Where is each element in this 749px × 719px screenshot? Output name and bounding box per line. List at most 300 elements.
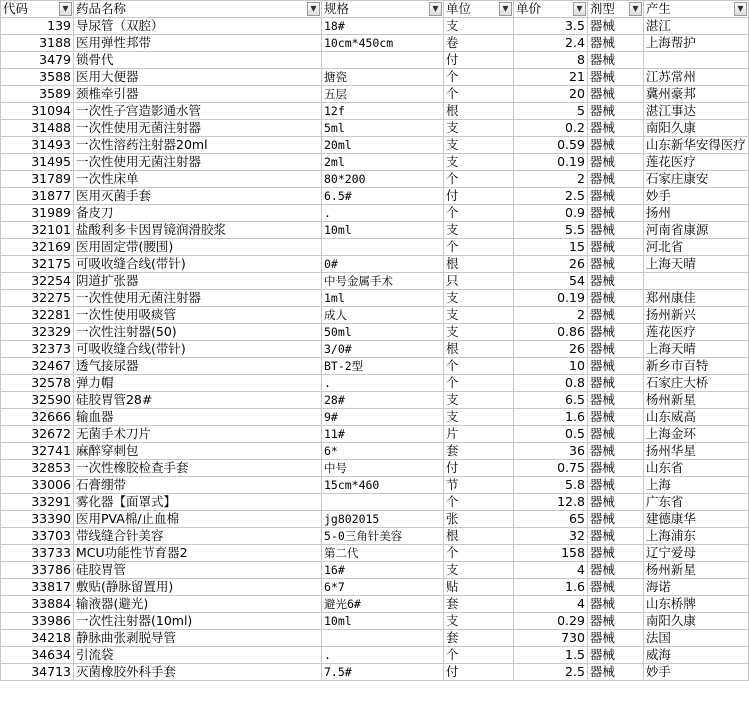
cell-producer[interactable]: 辽宁爱母	[643, 545, 748, 562]
cell-dosage-form[interactable]: 器械	[587, 35, 643, 52]
cell-dosage-form[interactable]: 器械	[587, 477, 643, 494]
cell-unit[interactable]: 根	[443, 528, 513, 545]
cell-code[interactable]: 32853	[1, 460, 74, 477]
cell-dosage-form[interactable]: 器械	[587, 409, 643, 426]
cell-dosage-form[interactable]: 器械	[587, 205, 643, 222]
cell-unit[interactable]: 支	[443, 222, 513, 239]
cell-dosage-form[interactable]: 器械	[587, 647, 643, 664]
cell-producer[interactable]: 湛江	[643, 18, 748, 35]
header-price[interactable]	[513, 1, 587, 18]
cell-unit[interactable]: 支	[443, 120, 513, 137]
cell-unit[interactable]: 个	[443, 375, 513, 392]
cell-drug-name[interactable]: 可吸收缝合线(带针)	[73, 256, 321, 273]
cell-producer[interactable]: 妙手	[643, 188, 748, 205]
cell-drug-name[interactable]: 无菌手术刀片	[73, 426, 321, 443]
cell-spec[interactable]: 5ml	[321, 120, 443, 137]
cell-price[interactable]: 15	[513, 239, 587, 256]
cell-drug-name[interactable]: 一次性注射器(50)	[73, 324, 321, 341]
cell-drug-name[interactable]: 输液器(避光)	[73, 596, 321, 613]
header-code[interactable]	[1, 1, 74, 18]
cell-spec[interactable]: 50ml	[321, 324, 443, 341]
cell-producer[interactable]: 湛江事达	[643, 103, 748, 120]
cell-unit[interactable]: 个	[443, 358, 513, 375]
cell-producer[interactable]	[643, 52, 748, 69]
cell-drug-name[interactable]: 一次性使用无菌注射器	[73, 120, 321, 137]
cell-price[interactable]: 158	[513, 545, 587, 562]
cell-spec[interactable]: 10ml	[321, 613, 443, 630]
cell-drug-name[interactable]: 一次性注射器(10ml)	[73, 613, 321, 630]
cell-drug-name[interactable]: 锁骨代	[73, 52, 321, 69]
table-row	[1, 460, 749, 477]
cell-spec[interactable]: .	[321, 375, 443, 392]
cell-unit[interactable]: 卷	[443, 35, 513, 52]
cell-dosage-form[interactable]: 器械	[587, 494, 643, 511]
cell-price[interactable]: 3.5	[513, 18, 587, 35]
header-producer[interactable]	[643, 1, 748, 18]
cell-spec[interactable]	[321, 239, 443, 256]
cell-code[interactable]: 32666	[1, 409, 74, 426]
cell-price[interactable]: 0.75	[513, 460, 587, 477]
cell-dosage-form[interactable]: 器械	[587, 630, 643, 647]
cell-dosage-form[interactable]: 器械	[587, 86, 643, 103]
cell-dosage-form[interactable]: 器械	[587, 239, 643, 256]
cell-dosage-form[interactable]: 器械	[587, 69, 643, 86]
cell-drug-name[interactable]: 引流袋	[73, 647, 321, 664]
cell-price[interactable]: 0.9	[513, 205, 587, 222]
header-dosage-form[interactable]	[587, 1, 643, 18]
cell-spec[interactable]: 10cm*450cm	[321, 35, 443, 52]
cell-spec[interactable]: 16#	[321, 562, 443, 579]
cell-producer[interactable]: 扬州新兴	[643, 307, 748, 324]
cell-dosage-form[interactable]: 器械	[587, 273, 643, 290]
cell-dosage-form[interactable]: 器械	[587, 188, 643, 205]
cell-price[interactable]: 26	[513, 341, 587, 358]
cell-unit[interactable]: 根	[443, 256, 513, 273]
cell-dosage-form[interactable]: 器械	[587, 392, 643, 409]
cell-unit[interactable]: 付	[443, 188, 513, 205]
cell-unit[interactable]: 支	[443, 392, 513, 409]
cell-producer[interactable]: 上海帮护	[643, 35, 748, 52]
cell-price[interactable]: 1.5	[513, 647, 587, 664]
cell-dosage-form[interactable]: 器械	[587, 103, 643, 120]
cell-price[interactable]: 12.8	[513, 494, 587, 511]
cell-spec[interactable]: .	[321, 205, 443, 222]
cell-spec[interactable]: 20ml	[321, 137, 443, 154]
cell-dosage-form[interactable]: 器械	[587, 460, 643, 477]
cell-dosage-form[interactable]: 器械	[587, 664, 643, 681]
cell-spec[interactable]: 0#	[321, 256, 443, 273]
cell-code[interactable]: 33291	[1, 494, 74, 511]
cell-producer[interactable]: 扬州华星	[643, 443, 748, 460]
cell-producer[interactable]: 石家庄大桥	[643, 375, 748, 392]
cell-spec[interactable]: 中号	[321, 460, 443, 477]
table-row	[1, 35, 749, 52]
cell-dosage-form[interactable]: 器械	[587, 358, 643, 375]
cell-code[interactable]: 34634	[1, 647, 74, 664]
cell-spec[interactable]: 第二代	[321, 545, 443, 562]
cell-producer[interactable]: 上海天晴	[643, 341, 748, 358]
cell-unit[interactable]: 根	[443, 341, 513, 358]
cell-unit[interactable]: 个	[443, 86, 513, 103]
filter-dropdown-icon[interactable]: ▼	[307, 2, 320, 16]
cell-spec[interactable]	[321, 630, 443, 647]
cell-code[interactable]: 32373	[1, 341, 74, 358]
cell-producer[interactable]: 山东新华安得医疗	[643, 137, 748, 154]
cell-dosage-form[interactable]: 器械	[587, 511, 643, 528]
cell-producer[interactable]: 江苏常州	[643, 69, 748, 86]
filter-dropdown-icon[interactable]: ▼	[629, 2, 642, 16]
cell-code[interactable]: 33817	[1, 579, 74, 596]
cell-dosage-form[interactable]: 器械	[587, 171, 643, 188]
cell-code[interactable]: 33390	[1, 511, 74, 528]
cell-price[interactable]: 4	[513, 596, 587, 613]
cell-producer[interactable]: 河北省	[643, 239, 748, 256]
table-row	[1, 18, 749, 35]
cell-price[interactable]: 21	[513, 69, 587, 86]
cell-dosage-form[interactable]: 器械	[587, 443, 643, 460]
cell-producer[interactable]: 扬州	[643, 205, 748, 222]
cell-code[interactable]: 32741	[1, 443, 74, 460]
cell-dosage-form[interactable]: 器械	[587, 18, 643, 35]
cell-spec[interactable]: 7.5#	[321, 664, 443, 681]
cell-code[interactable]: 3589	[1, 86, 74, 103]
table-row	[1, 290, 749, 307]
header-drug-name[interactable]	[73, 1, 321, 18]
cell-code[interactable]: 32467	[1, 358, 74, 375]
cell-spec[interactable]: 28#	[321, 392, 443, 409]
cell-drug-name[interactable]: 硅胶胃管28#	[73, 392, 321, 409]
cell-spec[interactable]: 80*200	[321, 171, 443, 188]
cell-spec[interactable]: 10ml	[321, 222, 443, 239]
cell-code[interactable]: 32275	[1, 290, 74, 307]
filter-dropdown-icon[interactable]: ▼	[573, 2, 586, 16]
cell-price[interactable]: 5.5	[513, 222, 587, 239]
cell-spec[interactable]: 2ml	[321, 154, 443, 171]
cell-unit[interactable]: 支	[443, 137, 513, 154]
cell-drug-name[interactable]: 盐酸利多卡因胃镜润滑胶浆	[73, 222, 321, 239]
cell-spec[interactable]: 6*7	[321, 579, 443, 596]
cell-unit[interactable]: 张	[443, 511, 513, 528]
cell-dosage-form[interactable]: 器械	[587, 562, 643, 579]
cell-unit[interactable]: 套	[443, 596, 513, 613]
cell-dosage-form[interactable]: 器械	[587, 579, 643, 596]
cell-price[interactable]: 10	[513, 358, 587, 375]
cell-spec[interactable]: 中号金属手术	[321, 273, 443, 290]
cell-code[interactable]: 31877	[1, 188, 74, 205]
cell-price[interactable]: 0.59	[513, 137, 587, 154]
cell-drug-name[interactable]: 颈椎牵引器	[73, 86, 321, 103]
cell-producer[interactable]: 杨州新星	[643, 392, 748, 409]
cell-drug-name[interactable]: 导尿管（双腔）	[73, 18, 321, 35]
cell-dosage-form[interactable]: 器械	[587, 341, 643, 358]
cell-price[interactable]: 65	[513, 511, 587, 528]
cell-price[interactable]: 6.5	[513, 392, 587, 409]
cell-dosage-form[interactable]: 器械	[587, 137, 643, 154]
cell-producer[interactable]: 郑州康佳	[643, 290, 748, 307]
cell-producer[interactable]: 莲花医疗	[643, 154, 748, 171]
cell-code[interactable]: 33006	[1, 477, 74, 494]
cell-code[interactable]: 32281	[1, 307, 74, 324]
cell-drug-name[interactable]: 雾化器【面罩式】	[73, 494, 321, 511]
table-row	[1, 426, 749, 443]
cell-price[interactable]: 2.5	[513, 664, 587, 681]
cell-code[interactable]: 31488	[1, 120, 74, 137]
cell-dosage-form[interactable]: 器械	[587, 613, 643, 630]
cell-drug-name[interactable]: 一次性溶药注射器20ml	[73, 137, 321, 154]
cell-code[interactable]: 31493	[1, 137, 74, 154]
cell-drug-name[interactable]: 医用PVA棉/止血棉	[73, 511, 321, 528]
table-row	[1, 205, 749, 222]
cell-price[interactable]: 20	[513, 86, 587, 103]
table-row	[1, 120, 749, 137]
cell-drug-name[interactable]: 弹力帽	[73, 375, 321, 392]
cell-spec[interactable]: .	[321, 647, 443, 664]
cell-spec[interactable]: jg802015	[321, 511, 443, 528]
cell-spec[interactable]: 五层	[321, 86, 443, 103]
cell-spec[interactable]: 搪瓷	[321, 69, 443, 86]
cell-price[interactable]: 5	[513, 103, 587, 120]
cell-drug-name[interactable]: 麻醉穿刺包	[73, 443, 321, 460]
cell-price[interactable]: 32	[513, 528, 587, 545]
cell-code[interactable]: 32590	[1, 392, 74, 409]
cell-producer[interactable]: 上海金环	[643, 426, 748, 443]
table-row	[1, 222, 749, 239]
cell-unit[interactable]: 支	[443, 613, 513, 630]
cell-drug-name[interactable]: 透气接尿器	[73, 358, 321, 375]
cell-dosage-form[interactable]: 器械	[587, 256, 643, 273]
cell-unit[interactable]: 支	[443, 409, 513, 426]
cell-drug-name[interactable]: 一次性子宫造影通水管	[73, 103, 321, 120]
cell-producer[interactable]: 妙手	[643, 664, 748, 681]
cell-price[interactable]: 1.6	[513, 579, 587, 596]
cell-dosage-form[interactable]: 器械	[587, 545, 643, 562]
cell-price[interactable]: 54	[513, 273, 587, 290]
cell-drug-name[interactable]: 一次性使用吸痰管	[73, 307, 321, 324]
cell-spec[interactable]: 15cm*460	[321, 477, 443, 494]
cell-code[interactable]: 34713	[1, 664, 74, 681]
cell-code[interactable]: 32169	[1, 239, 74, 256]
cell-drug-name[interactable]: 阴道扩张器	[73, 273, 321, 290]
table-row	[1, 188, 749, 205]
cell-price[interactable]: 2	[513, 307, 587, 324]
cell-price[interactable]: 26	[513, 256, 587, 273]
cell-producer[interactable]: 威海	[643, 647, 748, 664]
cell-unit[interactable]: 支	[443, 307, 513, 324]
cell-drug-name[interactable]: 可吸收缝合线(带针)	[73, 341, 321, 358]
cell-unit[interactable]: 个	[443, 69, 513, 86]
cell-code[interactable]: 32672	[1, 426, 74, 443]
cell-unit[interactable]: 个	[443, 647, 513, 664]
cell-unit[interactable]: 个	[443, 205, 513, 222]
cell-drug-name[interactable]: MCU功能性节育器2	[73, 545, 321, 562]
cell-drug-name[interactable]: 备皮刀	[73, 205, 321, 222]
cell-producer[interactable]: 杨州新星	[643, 562, 748, 579]
cell-unit[interactable]: 个	[443, 545, 513, 562]
cell-code[interactable]: 3479	[1, 52, 74, 69]
cell-drug-name[interactable]: 敷贴(静脉留置用)	[73, 579, 321, 596]
cell-code[interactable]: 3188	[1, 35, 74, 52]
cell-price[interactable]: 0.19	[513, 154, 587, 171]
cell-producer[interactable]: 建德康华	[643, 511, 748, 528]
cell-spec[interactable]: 11#	[321, 426, 443, 443]
cell-spec[interactable]: BT-2型	[321, 358, 443, 375]
cell-dosage-form[interactable]: 器械	[587, 290, 643, 307]
cell-code[interactable]: 139	[1, 18, 74, 35]
cell-unit[interactable]: 个	[443, 494, 513, 511]
cell-spec[interactable]: 6.5#	[321, 188, 443, 205]
cell-drug-name[interactable]: 灭菌橡胶外科手套	[73, 664, 321, 681]
cell-producer[interactable]: 莲花医疗	[643, 324, 748, 341]
cell-unit[interactable]: 付	[443, 460, 513, 477]
cell-drug-name[interactable]: 输血器	[73, 409, 321, 426]
cell-unit[interactable]: 只	[443, 273, 513, 290]
cell-producer[interactable]: 山东省	[643, 460, 748, 477]
cell-code[interactable]: 32101	[1, 222, 74, 239]
cell-price[interactable]: 0.19	[513, 290, 587, 307]
cell-unit[interactable]: 节	[443, 477, 513, 494]
cell-code[interactable]: 33884	[1, 596, 74, 613]
table-row	[1, 86, 749, 103]
cell-code[interactable]: 32254	[1, 273, 74, 290]
cell-code[interactable]: 31789	[1, 171, 74, 188]
cell-drug-name[interactable]: 一次性使用无菌注射器	[73, 290, 321, 307]
cell-producer[interactable]: 法国	[643, 630, 748, 647]
cell-unit[interactable]: 支	[443, 562, 513, 579]
cell-price[interactable]: 0.29	[513, 613, 587, 630]
cell-price[interactable]: 730	[513, 630, 587, 647]
cell-producer[interactable]	[643, 273, 748, 290]
cell-drug-name[interactable]: 石膏绷带	[73, 477, 321, 494]
cell-spec[interactable]: 避光6#	[321, 596, 443, 613]
cell-price[interactable]: 0.2	[513, 120, 587, 137]
cell-spec[interactable]	[321, 52, 443, 69]
cell-producer[interactable]: 山东威高	[643, 409, 748, 426]
cell-producer[interactable]: 广东省	[643, 494, 748, 511]
cell-unit[interactable]: 套	[443, 443, 513, 460]
cell-code[interactable]: 3588	[1, 69, 74, 86]
table-row	[1, 647, 749, 664]
cell-producer[interactable]: 河南省康源	[643, 222, 748, 239]
cell-spec[interactable]: 5-0三角针美容	[321, 528, 443, 545]
filter-dropdown-icon[interactable]: ▼	[59, 2, 72, 16]
cell-code[interactable]: 31094	[1, 103, 74, 120]
cell-unit[interactable]: 支	[443, 324, 513, 341]
cell-price[interactable]: 2.4	[513, 35, 587, 52]
cell-code[interactable]: 32329	[1, 324, 74, 341]
cell-producer[interactable]: 山东桥牌	[643, 596, 748, 613]
cell-code[interactable]: 34218	[1, 630, 74, 647]
cell-price[interactable]: 0.8	[513, 375, 587, 392]
cell-drug-name[interactable]: 一次性使用无菌注射器	[73, 154, 321, 171]
cell-drug-name[interactable]: 一次性橡胶检查手套	[73, 460, 321, 477]
cell-code[interactable]: 32578	[1, 375, 74, 392]
cell-producer[interactable]: 南阳久康	[643, 120, 748, 137]
cell-dosage-form[interactable]: 器械	[587, 120, 643, 137]
cell-producer[interactable]: 冀州豪邦	[643, 86, 748, 103]
cell-spec[interactable]	[321, 494, 443, 511]
cell-spec[interactable]: 18#	[321, 18, 443, 35]
cell-spec[interactable]: 3/0#	[321, 341, 443, 358]
cell-dosage-form[interactable]: 器械	[587, 596, 643, 613]
cell-drug-name[interactable]: 医用灭菌手套	[73, 188, 321, 205]
cell-code[interactable]: 33986	[1, 613, 74, 630]
cell-drug-name[interactable]: 医用弹性邦带	[73, 35, 321, 52]
filter-dropdown-icon[interactable]: ▼	[429, 2, 442, 16]
cell-price[interactable]: 2	[513, 171, 587, 188]
cell-code[interactable]: 31989	[1, 205, 74, 222]
cell-producer[interactable]: 上海天晴	[643, 256, 748, 273]
cell-dosage-form[interactable]: 器械	[587, 528, 643, 545]
cell-price[interactable]: 8	[513, 52, 587, 69]
cell-dosage-form[interactable]: 器械	[587, 154, 643, 171]
cell-drug-name[interactable]: 带线缝合针美容	[73, 528, 321, 545]
cell-price[interactable]: 5.8	[513, 477, 587, 494]
cell-producer[interactable]: 上海浦东	[643, 528, 748, 545]
cell-unit[interactable]: 贴	[443, 579, 513, 596]
cell-dosage-form[interactable]: 器械	[587, 307, 643, 324]
filter-dropdown-icon[interactable]: ▼	[499, 2, 512, 16]
cell-dosage-form[interactable]: 器械	[587, 324, 643, 341]
cell-price[interactable]: 0.86	[513, 324, 587, 341]
cell-unit[interactable]: 根	[443, 103, 513, 120]
cell-unit[interactable]: 支	[443, 154, 513, 171]
cell-dosage-form[interactable]: 器械	[587, 426, 643, 443]
cell-price[interactable]: 0.5	[513, 426, 587, 443]
table-row	[1, 562, 749, 579]
cell-price[interactable]: 4	[513, 562, 587, 579]
cell-unit[interactable]: 个	[443, 239, 513, 256]
cell-drug-name[interactable]: 医用大便器	[73, 69, 321, 86]
cell-unit[interactable]: 支	[443, 18, 513, 35]
cell-price[interactable]: 1.6	[513, 409, 587, 426]
cell-spec[interactable]: 6*	[321, 443, 443, 460]
cell-code[interactable]: 33786	[1, 562, 74, 579]
cell-spec[interactable]: 成人	[321, 307, 443, 324]
cell-code[interactable]: 33703	[1, 528, 74, 545]
cell-code[interactable]: 31495	[1, 154, 74, 171]
cell-producer[interactable]: 南阳久康	[643, 613, 748, 630]
header-label: 产生	[645, 1, 671, 16]
cell-dosage-form[interactable]: 器械	[587, 52, 643, 69]
cell-unit[interactable]: 个	[443, 171, 513, 188]
cell-producer[interactable]: 新乡市百特	[643, 358, 748, 375]
cell-drug-name[interactable]: 医用固定带(腰围)	[73, 239, 321, 256]
header-unit[interactable]	[443, 1, 513, 18]
cell-unit[interactable]: 片	[443, 426, 513, 443]
cell-spec[interactable]: 12f	[321, 103, 443, 120]
cell-code[interactable]: 33733	[1, 545, 74, 562]
cell-dosage-form[interactable]: 器械	[587, 375, 643, 392]
cell-producer[interactable]: 上海	[643, 477, 748, 494]
cell-producer[interactable]: 石家庄康安	[643, 171, 748, 188]
cell-dosage-form[interactable]: 器械	[587, 222, 643, 239]
cell-drug-name[interactable]: 硅胶胃管	[73, 562, 321, 579]
cell-unit[interactable]: 付	[443, 664, 513, 681]
cell-producer[interactable]: 海诺	[643, 579, 748, 596]
header-spec[interactable]	[321, 1, 443, 18]
cell-drug-name[interactable]: 静脉曲张剥脱导管	[73, 630, 321, 647]
cell-unit[interactable]: 付	[443, 52, 513, 69]
cell-price[interactable]: 2.5	[513, 188, 587, 205]
filter-dropdown-icon[interactable]: ▼	[734, 2, 747, 16]
cell-price[interactable]: 36	[513, 443, 587, 460]
cell-unit[interactable]: 支	[443, 290, 513, 307]
cell-spec[interactable]: 9#	[321, 409, 443, 426]
cell-drug-name[interactable]: 一次性床单	[73, 171, 321, 188]
cell-code[interactable]: 32175	[1, 256, 74, 273]
cell-spec[interactable]: 1ml	[321, 290, 443, 307]
cell-unit[interactable]: 套	[443, 630, 513, 647]
